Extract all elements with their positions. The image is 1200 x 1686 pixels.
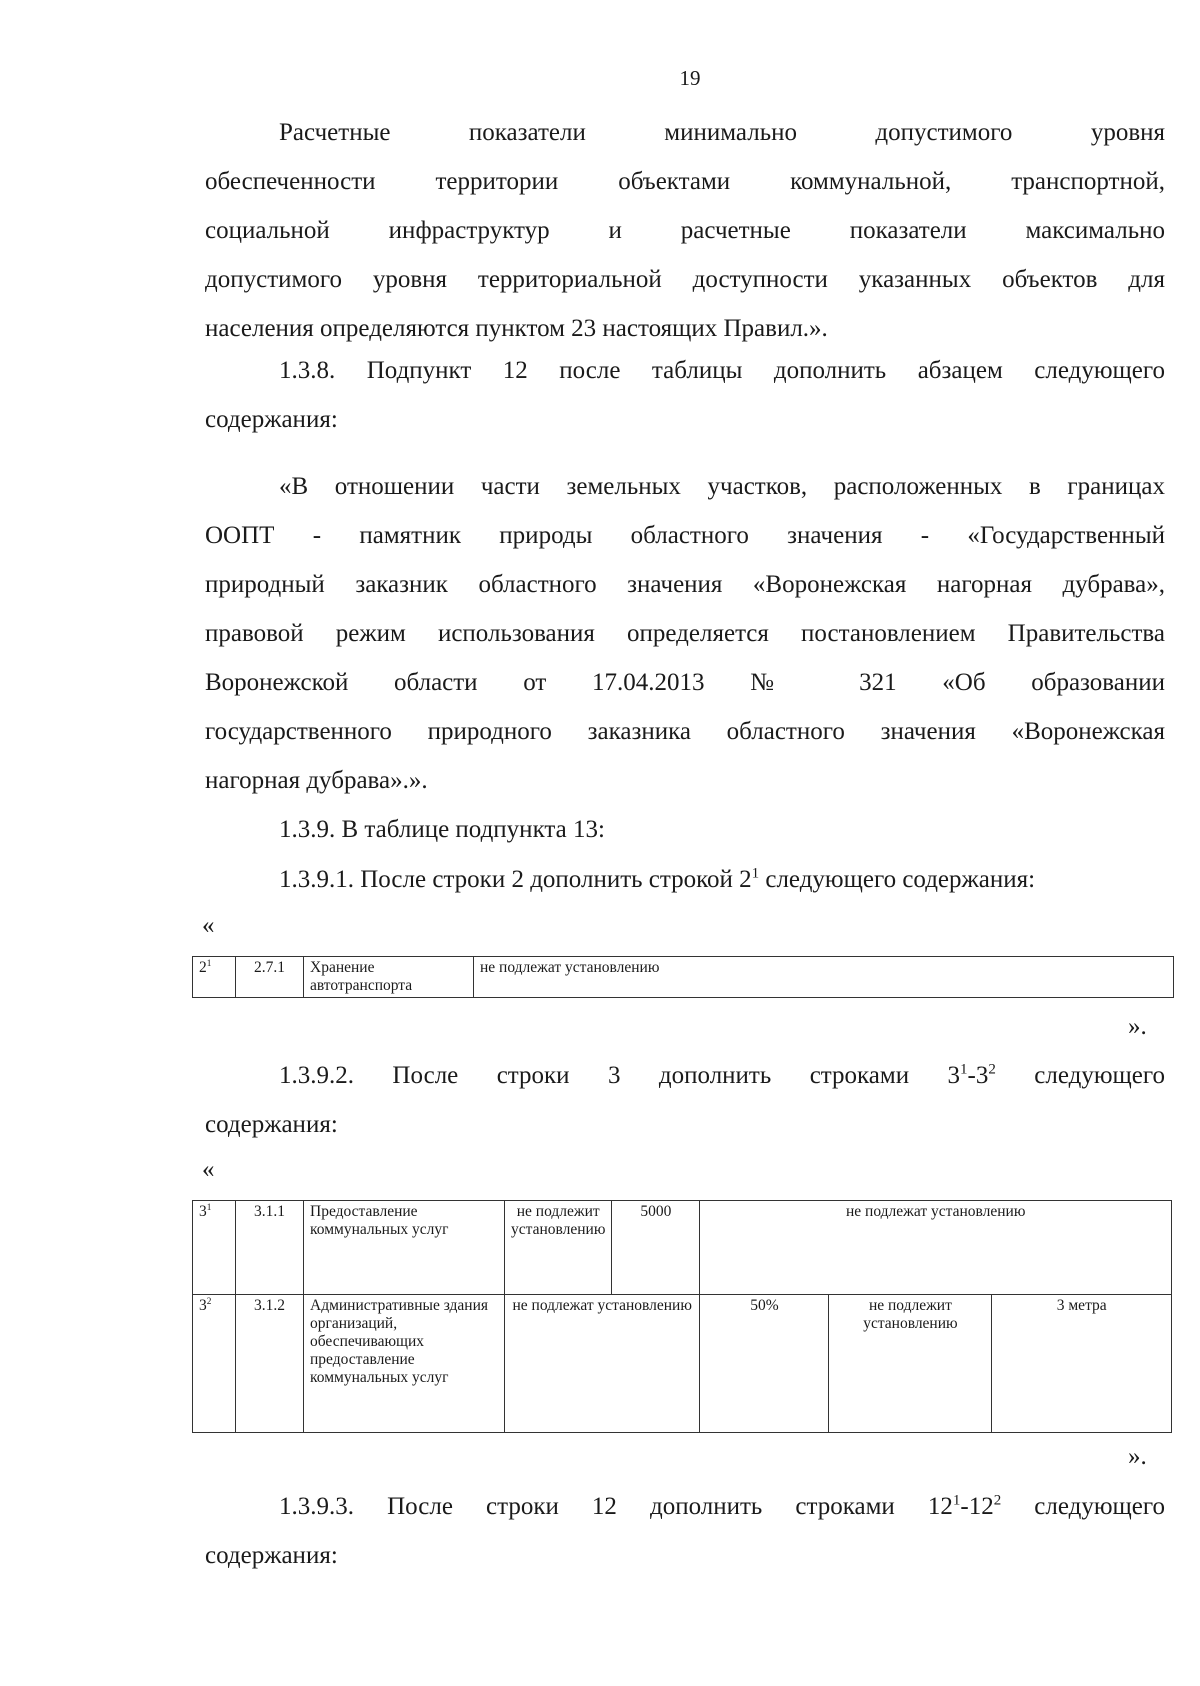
text-line: содержания: (205, 1542, 338, 1569)
table-cell-code: 2.7.1 (236, 957, 304, 998)
text-line: 1.3.9. В таблице подпункта 13: (279, 816, 605, 843)
table-rows-3-1-3-2 (192, 1200, 1172, 1433)
text-line: 1.3.9.2. После строки 3 дополнить строками $3^1-3^2$ следующего (279, 1061, 1165, 1089)
open-quote: « (202, 912, 215, 939)
text-line: социальной инфраструктур и расчетные показатели максимально (205, 217, 1165, 244)
table-cell-value: не подлежат установлению (505, 1295, 700, 1433)
text-line: Расчетные показатели минимально допустимого уровня (279, 119, 1165, 146)
paragraph-1-3-9-1 (205, 855, 1165, 904)
page-number: 19 (679, 66, 701, 90)
paragraph-1-3-9-3 (205, 1482, 1165, 1580)
table-row (193, 957, 1174, 998)
text-line: правовой режим использования определяется постановлением Правительства (205, 620, 1165, 647)
text-line: государственного природного заказника областного значения «Воронежская (205, 718, 1165, 745)
paragraph-oopt-quote (205, 462, 1165, 805)
table-cell-num: $3^2$ (193, 1295, 236, 1433)
close-quote: ». (1128, 1013, 1147, 1040)
text-line: ООПТ - памятник природы областного значения - «Государственный (205, 522, 1165, 549)
table-cell-value: не подлежат установлению (700, 1201, 1172, 1295)
close-quote: ». (1128, 1443, 1147, 1470)
paragraph-1-3-9-2 (205, 1051, 1165, 1149)
table-cell-name: Хранение автотранспорта (304, 957, 474, 998)
table-cell-code: 3.1.1 (236, 1201, 304, 1295)
table-cell-value: 3 метра (992, 1295, 1172, 1433)
text-line: 1.3.8. Подпункт 12 после таблицы дополнить абзацем следующего (279, 357, 1165, 384)
paragraph-calc-indicators (205, 108, 1165, 353)
table-cell-num: $2^1$ (193, 957, 236, 998)
text-line: нагорная дубрава».». (205, 767, 428, 794)
table-row-2-1 (192, 956, 1174, 998)
table-cell-name: Предоставление коммунальных услуг (304, 1201, 505, 1295)
text-line: обеспеченности территории объектами коммунальной, транспортной, (205, 168, 1165, 195)
table-cell-value: 50% (700, 1295, 829, 1433)
table-cell-code: 3.1.2 (236, 1295, 304, 1433)
text-line: природный заказник областного значения «Воронежская нагорная дубрава», (205, 571, 1165, 598)
table-row (193, 1295, 1172, 1433)
table-cell-value: не подлежит установлению (505, 1201, 612, 1295)
paragraph-1-3-8 (205, 346, 1165, 444)
text-line: содержания: (205, 406, 338, 433)
table-cell-value: 5000 (612, 1201, 700, 1295)
table-row (193, 1201, 1172, 1295)
table-cell-name: Административные здания организаций, обеспечивающих предоставление коммунальных услуг (304, 1295, 505, 1433)
table-cell-num: $3^1$ (193, 1201, 236, 1295)
text-line: 1.3.9.1. После строки 2 дополнить строкой $2^1$ следующего содержания: (279, 865, 1036, 893)
table-cell-value: не подлежит установлению (829, 1295, 992, 1433)
text-line: допустимого уровня территориальной доступности указанных объектов для (205, 266, 1165, 293)
paragraph-1-3-9 (205, 805, 1165, 854)
open-quote: « (202, 1156, 215, 1183)
text-line: 1.3.9.3. После строки 12 дополнить строками $12^1-12^2$ следующего (279, 1492, 1165, 1520)
text-line: Воронежской области от 17.04.2013 № 321 «Об образовании (205, 669, 1165, 696)
table-cell-value: не подлежат установлению (474, 957, 1174, 998)
text-line: населения определяются пунктом 23 настоящих Правил.». (205, 315, 828, 342)
text-line: содержания: (205, 1111, 338, 1138)
text-line: «В отношении части земельных участков, расположенных в границах (279, 473, 1165, 500)
